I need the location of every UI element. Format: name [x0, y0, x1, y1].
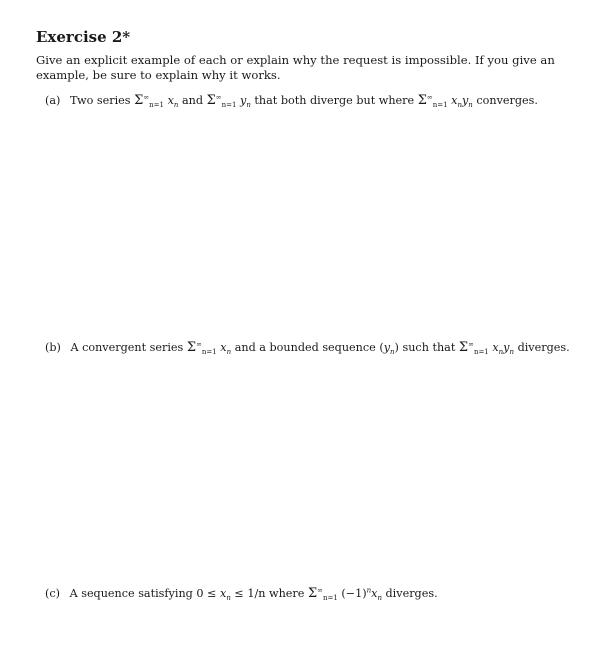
sum-yn: $\Sigma^\infty_{n=1}$ — [206, 93, 237, 110]
part-c-text-1: A sequence satisfying — [69, 587, 193, 600]
part-c-label: (c) — [45, 587, 60, 600]
part-c-text-2: where — [269, 587, 305, 600]
part-a: (a) Two series $\Sigma^\infty_{n=1}$ $x_n$ and $\Sigma^\infty_{n=1}$ $y_n$ that both diverge but where $\Sigma^\infty_{n=1}$ $x_ny_n$ converges. — [45, 93, 538, 110]
part-c-text-3: diverges. — [385, 587, 438, 600]
part-a-text-1: Two series — [69, 94, 131, 107]
part-a-text-2: and — [181, 94, 203, 107]
sum-xn-b: $\Sigma^\infty_{n=1}$ — [186, 340, 217, 357]
part-b-text-2: and a bounded sequence — [234, 341, 376, 354]
exercise-intro: Give an explicit example of each or explain why the request is impossible. If you give an example, be sure to explain why it works. — [36, 53, 555, 82]
part-b-text-1: A convergent series — [70, 341, 184, 354]
part-b: (b) A convergent series $\Sigma^\infty_{n=1}$ $x_n$ and a bounded sequence $(y_n)$ such that $\Sigma^\infty_{n=1}$ $x_ny_n$ diverges. — [45, 340, 570, 357]
part-b-label: (b) — [45, 341, 61, 354]
part-b-text-3: such that — [402, 341, 456, 354]
sum-xnyn-b: $\Sigma^\infty_{n=1}$ — [458, 340, 489, 357]
sum-xnyn: $\Sigma^\infty_{n=1}$ — [417, 93, 448, 110]
sum-alternating: $\Sigma^\infty_{n=1}$ — [307, 586, 338, 603]
part-b-text-4: diverges. — [517, 341, 570, 354]
sum-xn: $\Sigma^\infty_{n=1}$ — [134, 93, 164, 110]
part-a-text-4: converges. — [476, 94, 538, 107]
part-a-label: (a) — [45, 94, 61, 107]
part-a-text-3: that both diverge but where — [254, 94, 415, 107]
exercise-title: Exercise 2* — [36, 28, 131, 46]
part-c: (c) A sequence satisfying $0 \le x_n \le 1/n$ where $\Sigma^\infty_{n=1}$ $(-1)^nx_n$ diverges. — [45, 586, 438, 603]
